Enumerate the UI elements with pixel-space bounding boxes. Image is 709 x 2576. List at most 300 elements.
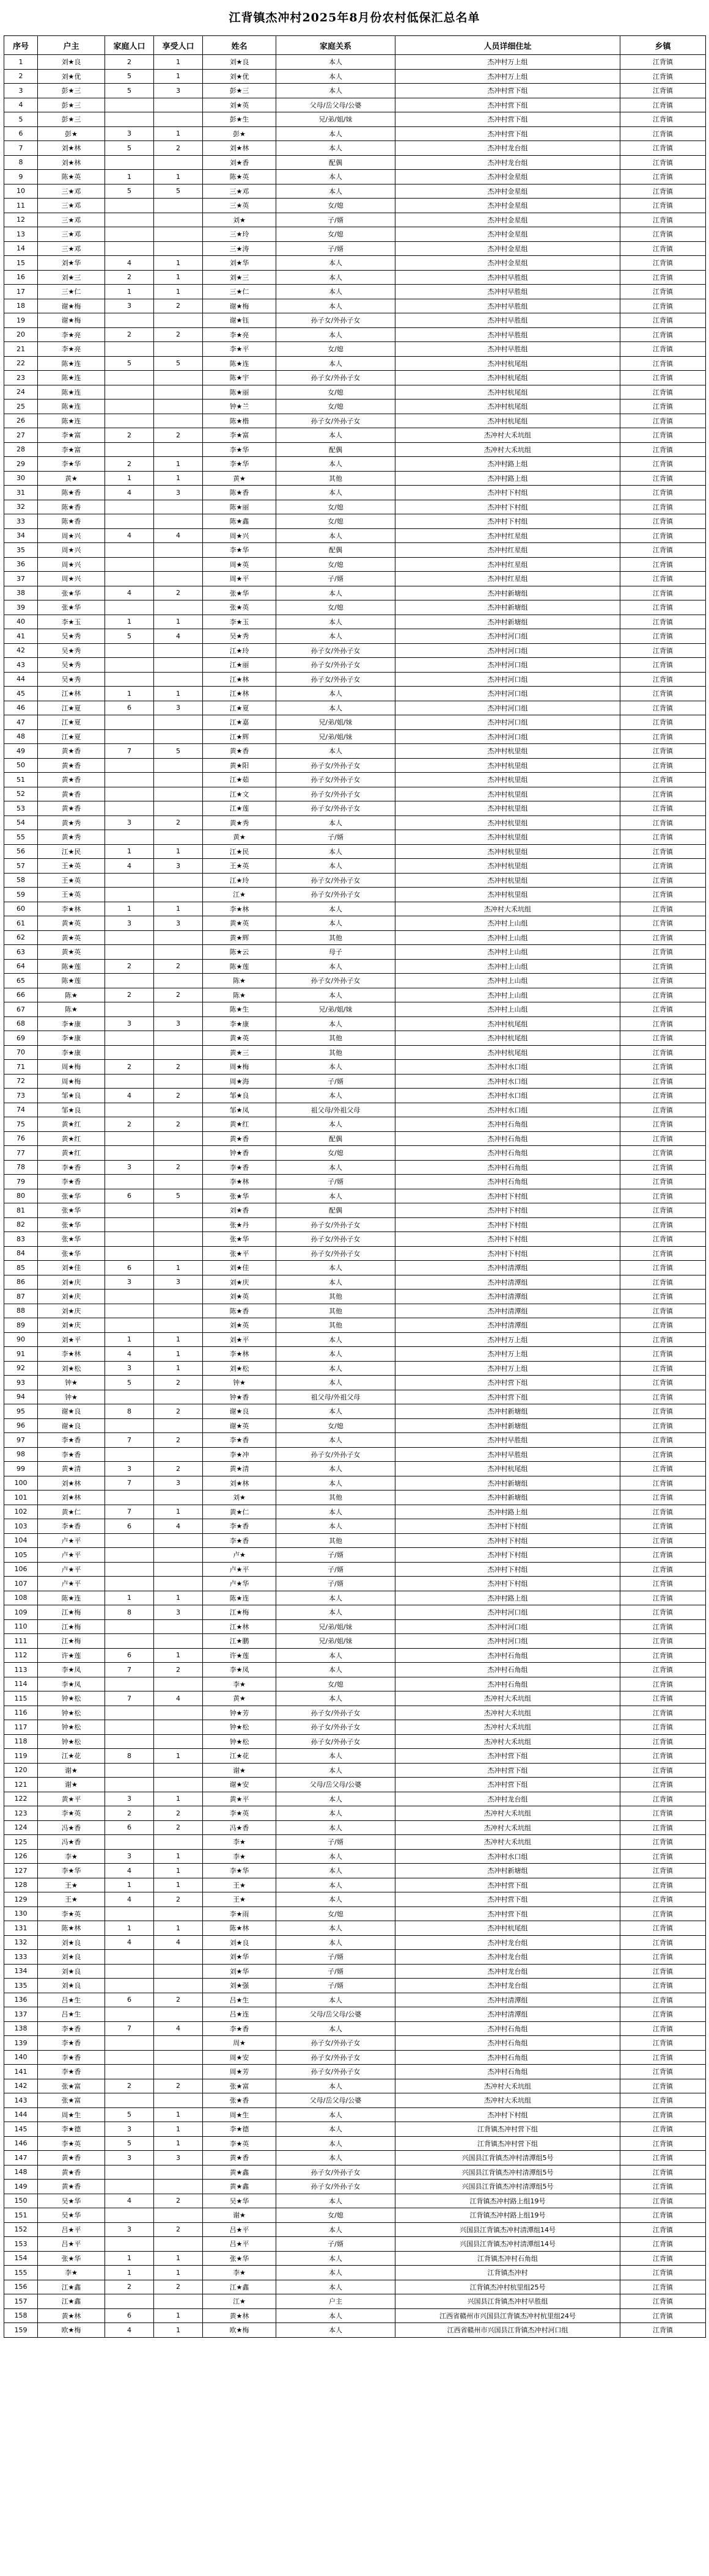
cell-index: 10 [4, 184, 38, 199]
table-row [4, 1217, 706, 1232]
cell-beneficiaries: 2 [154, 2222, 203, 2237]
table-row [4, 1418, 706, 1433]
cell-householder: 黄★英 [38, 930, 105, 945]
cell-relation: 祖父母/外祖父母 [276, 1390, 395, 1404]
cell-township: 江背镇 [620, 1820, 706, 1835]
cell-relation: 本人 [276, 629, 395, 644]
cell-index: 91 [4, 1347, 38, 1362]
cell-index: 140 [4, 2050, 38, 2065]
cell-index: 29 [4, 457, 38, 472]
table-row [4, 873, 706, 888]
cell-index: 80 [4, 1189, 38, 1203]
cell-township: 江背镇 [620, 701, 706, 715]
table-row [4, 830, 706, 845]
cell-householder: 张★华 [38, 1217, 105, 1232]
cell-household-size [105, 672, 154, 687]
cell-relation: 母子 [276, 945, 395, 960]
cell-township: 江背镇 [620, 1232, 706, 1247]
cell-index: 151 [4, 2208, 38, 2223]
cell-name: 江★林 [203, 1619, 276, 1634]
cell-beneficiaries [154, 1835, 203, 1850]
cell-beneficiaries [154, 213, 203, 227]
cell-relation: 本人 [276, 1691, 395, 1706]
cell-index: 52 [4, 787, 38, 801]
cell-beneficiaries: 1 [154, 1648, 203, 1663]
cell-index: 84 [4, 1246, 38, 1261]
cell-township: 江背镇 [620, 1950, 706, 1965]
cell-relation: 女/媳 [276, 2208, 395, 2223]
cell-beneficiaries [154, 1706, 203, 1720]
cell-beneficiaries: 1 [154, 2308, 203, 2323]
cell-township: 江背镇 [620, 2093, 706, 2108]
cell-relation: 子/婿 [276, 1562, 395, 1577]
cell-relation: 本人 [276, 1016, 395, 1031]
cell-township: 江背镇 [620, 902, 706, 916]
cell-township: 江背镇 [620, 1418, 706, 1433]
cell-beneficiaries [154, 1763, 203, 1778]
cell-beneficiaries: 2 [154, 2079, 203, 2093]
cell-address: 杰冲村下村组 [395, 486, 620, 500]
cell-name: 许★莲 [203, 1648, 276, 1663]
table-row [4, 1103, 706, 1117]
cell-index: 144 [4, 2107, 38, 2122]
cell-name: 李★英 [203, 1806, 276, 1821]
cell-index: 159 [4, 2323, 38, 2338]
cell-householder: 刘★佳 [38, 1261, 105, 1275]
cell-index: 89 [4, 1318, 38, 1333]
cell-address: 杰冲村大禾坑组 [395, 1835, 620, 1850]
cell-township: 江背镇 [620, 2122, 706, 2137]
cell-index: 8 [4, 155, 38, 170]
cell-township: 江背镇 [620, 600, 706, 615]
cell-relation: 女/媳 [276, 600, 395, 615]
cell-index: 36 [4, 557, 38, 572]
cell-relation: 本人 [276, 615, 395, 629]
cell-index: 136 [4, 1993, 38, 2007]
cell-township: 江背镇 [620, 126, 706, 141]
cell-index: 37 [4, 572, 38, 586]
cell-name: 黄★ [203, 830, 276, 845]
cell-relation: 孙子女/外孙子女 [276, 371, 395, 385]
cell-beneficiaries [154, 2294, 203, 2309]
table-row [4, 988, 706, 1002]
cell-beneficiaries [154, 2237, 203, 2252]
cell-household-size: 7 [105, 1476, 154, 1491]
cell-relation: 祖父母/外祖父母 [276, 1103, 395, 1117]
cell-name: 李★亮 [203, 327, 276, 342]
cell-name: 陈★ [203, 974, 276, 988]
cell-relation: 父母/岳父母/公婆 [276, 2093, 395, 2108]
cell-household-size [105, 1533, 154, 1548]
cell-index: 46 [4, 701, 38, 715]
cell-address: 杰冲村上山组 [395, 1002, 620, 1017]
cell-name: 刘★ [203, 1491, 276, 1505]
cell-index: 147 [4, 2151, 38, 2166]
table-row [4, 2021, 706, 2036]
cell-address: 杰冲村大禾坑组 [395, 2093, 620, 2108]
table-row [4, 1089, 706, 1103]
cell-relation: 本人 [276, 1591, 395, 1605]
cell-township: 江背镇 [620, 1261, 706, 1275]
cell-address: 杰冲村龙台组 [395, 1979, 620, 1993]
cell-name: 李★林 [203, 902, 276, 916]
cell-address: 杰冲村石角组 [395, 2021, 620, 2036]
cell-relation: 本人 [276, 1476, 395, 1491]
cell-beneficiaries [154, 1533, 203, 1548]
cell-household-size [105, 1203, 154, 1218]
cell-beneficiaries [154, 658, 203, 673]
cell-beneficiaries [154, 227, 203, 242]
cell-relation: 本人 [276, 1921, 395, 1936]
table-row [4, 1332, 706, 1347]
cell-beneficiaries: 1 [154, 902, 203, 916]
cell-index: 14 [4, 241, 38, 256]
cell-beneficiaries [154, 1318, 203, 1333]
cell-township: 江背镇 [620, 514, 706, 529]
cell-address: 杰冲村下村组 [395, 514, 620, 529]
cell-relation: 本人 [276, 1820, 395, 1835]
cell-address: 杰冲村营下组 [395, 1390, 620, 1404]
table-row [4, 1361, 706, 1376]
cell-beneficiaries: 1 [154, 1505, 203, 1519]
cell-beneficiaries: 1 [154, 1591, 203, 1605]
cell-relation: 子/婿 [276, 1175, 395, 1189]
table-row [4, 270, 706, 285]
cell-address: 杰冲村金星组 [395, 213, 620, 227]
cell-relation: 女/媳 [276, 557, 395, 572]
table-row [4, 500, 706, 514]
cell-beneficiaries [154, 1619, 203, 1634]
table-row [4, 1390, 706, 1404]
cell-address: 杰冲村营下组 [395, 126, 620, 141]
cell-household-size: 2 [105, 2280, 154, 2294]
cell-index: 70 [4, 1045, 38, 1060]
cell-relation: 本人 [276, 270, 395, 285]
table-row [4, 930, 706, 945]
cell-township: 江背镇 [620, 1347, 706, 1362]
cell-address: 杰冲村河口组 [395, 701, 620, 715]
cell-beneficiaries: 3 [154, 916, 203, 931]
cell-index: 26 [4, 414, 38, 428]
cell-address: 杰冲村杭尾组 [395, 400, 620, 414]
cell-relation: 女/媳 [276, 342, 395, 357]
cell-index: 145 [4, 2122, 38, 2137]
cell-township: 江背镇 [620, 2308, 706, 2323]
cell-township: 江背镇 [620, 2280, 706, 2294]
cell-householder: 三★仁 [38, 285, 105, 299]
cell-name: 刘★华 [203, 256, 276, 271]
cell-household-size: 5 [105, 629, 154, 644]
cell-householder: 张★华 [38, 2251, 105, 2266]
cell-index: 38 [4, 586, 38, 600]
table-row [4, 356, 706, 371]
cell-beneficiaries [154, 773, 203, 787]
cell-household-size: 1 [105, 471, 154, 486]
cell-address: 杰冲村石角组 [395, 1117, 620, 1132]
table-body [4, 55, 706, 2338]
cell-householder: 卢★平 [38, 1577, 105, 1591]
cell-household-size: 1 [105, 285, 154, 299]
cell-township: 江背镇 [620, 572, 706, 586]
cell-beneficiaries: 1 [154, 2107, 203, 2122]
table-row [4, 1605, 706, 1620]
cell-township: 江背镇 [620, 1892, 706, 1907]
cell-householder: 李★康 [38, 1031, 105, 1046]
cell-beneficiaries [154, 1074, 203, 1089]
cell-householder: 王★英 [38, 888, 105, 902]
table-row [4, 586, 706, 600]
cell-township: 江背镇 [620, 1203, 706, 1218]
cell-address: 杰冲村龙台组 [395, 141, 620, 156]
cell-address: 杰冲村下村组 [395, 1548, 620, 1563]
cell-householder: 黄★秀 [38, 830, 105, 845]
cell-household-size [105, 241, 154, 256]
cell-name: 周★梅 [203, 1060, 276, 1075]
cell-address: 杰冲村下村组 [395, 1217, 620, 1232]
cell-township: 江背镇 [620, 1433, 706, 1448]
cell-index: 130 [4, 1906, 38, 1921]
cell-householder: 刘★松 [38, 1361, 105, 1376]
cell-householder: 李★亮 [38, 342, 105, 357]
cell-householder: 周★兴 [38, 557, 105, 572]
cell-address: 杰冲村龙台组 [395, 1950, 620, 1965]
cell-household-size: 3 [105, 1849, 154, 1864]
table-row [4, 1246, 706, 1261]
cell-index: 16 [4, 270, 38, 285]
cell-relation: 本人 [276, 69, 395, 84]
cell-relation: 本人 [276, 1505, 395, 1519]
cell-householder: 李★凤 [38, 1663, 105, 1677]
cell-householder: 吕★生 [38, 2007, 105, 2022]
cell-township: 江背镇 [620, 2079, 706, 2093]
cell-beneficiaries: 1 [154, 1849, 203, 1864]
cell-name: 刘★英 [203, 1318, 276, 1333]
cell-address: 杰冲村杭里组 [395, 859, 620, 874]
cell-relation: 本人 [276, 2122, 395, 2137]
cell-relation: 孙子女/外孙子女 [276, 801, 395, 816]
cell-index: 100 [4, 1476, 38, 1491]
cell-address: 杰冲村上山组 [395, 916, 620, 931]
cell-township: 江背镇 [620, 1533, 706, 1548]
cell-householder: 李★英 [38, 1906, 105, 1921]
cell-beneficiaries [154, 241, 203, 256]
table-row [4, 1505, 706, 1519]
cell-address: 杰冲村早胜组 [395, 1433, 620, 1448]
cell-relation: 本人 [276, 141, 395, 156]
cell-relation: 本人 [276, 916, 395, 931]
cell-relation: 女/媳 [276, 385, 395, 400]
cell-index: 124 [4, 1820, 38, 1835]
cell-township: 江背镇 [620, 930, 706, 945]
table-row [4, 98, 706, 112]
cell-index: 141 [4, 2065, 38, 2079]
cell-householder: 钟★松 [38, 1706, 105, 1720]
cell-householder: 周★兴 [38, 543, 105, 558]
cell-name: 张★香 [203, 2093, 276, 2108]
cell-relation: 孙子女/外孙子女 [276, 643, 395, 658]
cell-household-size: 3 [105, 1016, 154, 1031]
cell-township: 江背镇 [620, 1462, 706, 1476]
cell-household-size [105, 1491, 154, 1505]
cell-householder: 张★华 [38, 1203, 105, 1218]
cell-household-size [105, 112, 154, 127]
table-row [4, 1778, 706, 1792]
cell-householder: 江★梅 [38, 1634, 105, 1649]
cell-address: 杰冲村河口组 [395, 629, 620, 644]
cell-township: 江背镇 [620, 557, 706, 572]
table-row [4, 1749, 706, 1764]
cell-name: 李★英 [203, 2136, 276, 2151]
cell-township: 江背镇 [620, 1060, 706, 1075]
cell-relation: 本人 [276, 701, 395, 715]
cell-index: 127 [4, 1864, 38, 1878]
cell-township: 江背镇 [620, 744, 706, 759]
table-row [4, 199, 706, 213]
cell-household-size: 4 [105, 256, 154, 271]
cell-address: 杰冲村杭里组 [395, 873, 620, 888]
cell-relation: 子/婿 [276, 1979, 395, 1993]
cell-township: 江背镇 [620, 1404, 706, 1419]
cell-name: 周★平 [203, 572, 276, 586]
cell-index: 92 [4, 1361, 38, 1376]
cell-household-size: 3 [105, 126, 154, 141]
table-row [4, 2151, 706, 2166]
cell-township: 江背镇 [620, 543, 706, 558]
table-row [4, 313, 706, 328]
cell-name: 李★富 [203, 428, 276, 443]
cell-address: 杰冲村石角组 [395, 1648, 620, 1663]
cell-beneficiaries: 1 [154, 2251, 203, 2266]
cell-household-size [105, 414, 154, 428]
cell-relation: 本人 [276, 170, 395, 184]
cell-household-size [105, 729, 154, 744]
cell-township: 江背镇 [620, 1160, 706, 1175]
table-row [4, 1577, 706, 1591]
cell-address: 杰冲村新塘组 [395, 1476, 620, 1491]
cell-index: 58 [4, 873, 38, 888]
cell-township: 江背镇 [620, 213, 706, 227]
cell-household-size [105, 2093, 154, 2108]
table-row [4, 2093, 706, 2108]
cell-householder: 李★富 [38, 428, 105, 443]
cell-relation: 本人 [276, 1189, 395, 1203]
cell-household-size [105, 1232, 154, 1247]
cell-name: 刘★三 [203, 270, 276, 285]
cell-index: 131 [4, 1921, 38, 1936]
cell-beneficiaries: 2 [154, 1806, 203, 1821]
cell-beneficiaries: 3 [154, 859, 203, 874]
table-row [4, 1347, 706, 1362]
cell-householder: 黄★仁 [38, 1505, 105, 1519]
cell-address: 杰冲村杭尾组 [395, 1462, 620, 1476]
cell-householder: 黄★香 [38, 2180, 105, 2194]
cell-name: 黄★鑫 [203, 2180, 276, 2194]
cell-name: 李★雨 [203, 1906, 276, 1921]
cell-household-size [105, 758, 154, 773]
table-row [4, 1189, 706, 1203]
cell-name: 李★香 [203, 1519, 276, 1534]
cell-index: 129 [4, 1892, 38, 1907]
cell-index: 3 [4, 84, 38, 98]
cell-address: 杰冲村杭尾组 [395, 1031, 620, 1046]
cell-index: 154 [4, 2251, 38, 2266]
cell-township: 江背镇 [620, 471, 706, 486]
cell-beneficiaries [154, 930, 203, 945]
cell-relation: 兄/弟/姐/妹 [276, 729, 395, 744]
cell-relation: 本人 [276, 486, 395, 500]
cell-relation: 本人 [276, 1089, 395, 1103]
cell-beneficiaries [154, 98, 203, 112]
cell-householder: 李★林 [38, 902, 105, 916]
cell-address: 江背镇杰冲村路上组19号 [395, 2194, 620, 2208]
cell-beneficiaries: 2 [154, 1089, 203, 1103]
cell-beneficiaries [154, 1734, 203, 1749]
cell-beneficiaries: 1 [154, 2323, 203, 2338]
cell-householder: 刘★良 [38, 1964, 105, 1979]
cell-relation: 本人 [276, 1261, 395, 1275]
cell-index: 128 [4, 1878, 38, 1892]
cell-householder: 刘★平 [38, 1332, 105, 1347]
cell-householder: 张★华 [38, 1189, 105, 1203]
cell-index: 15 [4, 256, 38, 271]
cell-address: 杰冲村下村组 [395, 1519, 620, 1534]
cell-index: 87 [4, 1290, 38, 1304]
cell-address: 杰冲村清潭组 [395, 1993, 620, 2007]
cell-address: 杰冲村杭尾组 [395, 1921, 620, 1936]
cell-index: 133 [4, 1950, 38, 1965]
cell-householder: 三★邓 [38, 241, 105, 256]
cell-name: 卢★平 [203, 1562, 276, 1577]
cell-beneficiaries: 2 [154, 586, 203, 600]
table-row [4, 916, 706, 931]
cell-township: 江背镇 [620, 2237, 706, 2252]
table-row [4, 1074, 706, 1089]
cell-township: 江背镇 [620, 1318, 706, 1333]
cell-index: 82 [4, 1217, 38, 1232]
cell-household-size [105, 1906, 154, 1921]
cell-relation: 本人 [276, 1648, 395, 1663]
cell-index: 50 [4, 758, 38, 773]
cell-relation: 本人 [276, 428, 395, 443]
cell-township: 江背镇 [620, 715, 706, 730]
cell-relation: 子/婿 [276, 1964, 395, 1979]
table-row [4, 2237, 706, 2252]
cell-relation: 本人 [276, 55, 395, 70]
cell-township: 江背镇 [620, 1491, 706, 1505]
cell-householder: 黄★清 [38, 1462, 105, 1476]
cell-householder: 钟★ [38, 1390, 105, 1404]
cell-name: 冯★香 [203, 1820, 276, 1835]
cell-household-size [105, 1103, 154, 1117]
cell-township: 江背镇 [620, 643, 706, 658]
cell-beneficiaries [154, 974, 203, 988]
cell-index: 106 [4, 1562, 38, 1577]
cell-beneficiaries [154, 1217, 203, 1232]
cell-householder: 周★梅 [38, 1060, 105, 1075]
cell-relation: 配偶 [276, 1131, 395, 1146]
cell-household-size: 2 [105, 1117, 154, 1132]
cell-township: 江背镇 [620, 1577, 706, 1591]
cell-beneficiaries [154, 2036, 203, 2051]
cell-relation: 本人 [276, 988, 395, 1002]
cell-household-size: 5 [105, 141, 154, 156]
cell-township: 江背镇 [620, 1332, 706, 1347]
cell-address: 杰冲村上山组 [395, 945, 620, 960]
cell-name: 黄★清 [203, 1462, 276, 1476]
cell-township: 江背镇 [620, 1562, 706, 1577]
table-row [4, 2050, 706, 2065]
cell-beneficiaries: 2 [154, 1060, 203, 1075]
